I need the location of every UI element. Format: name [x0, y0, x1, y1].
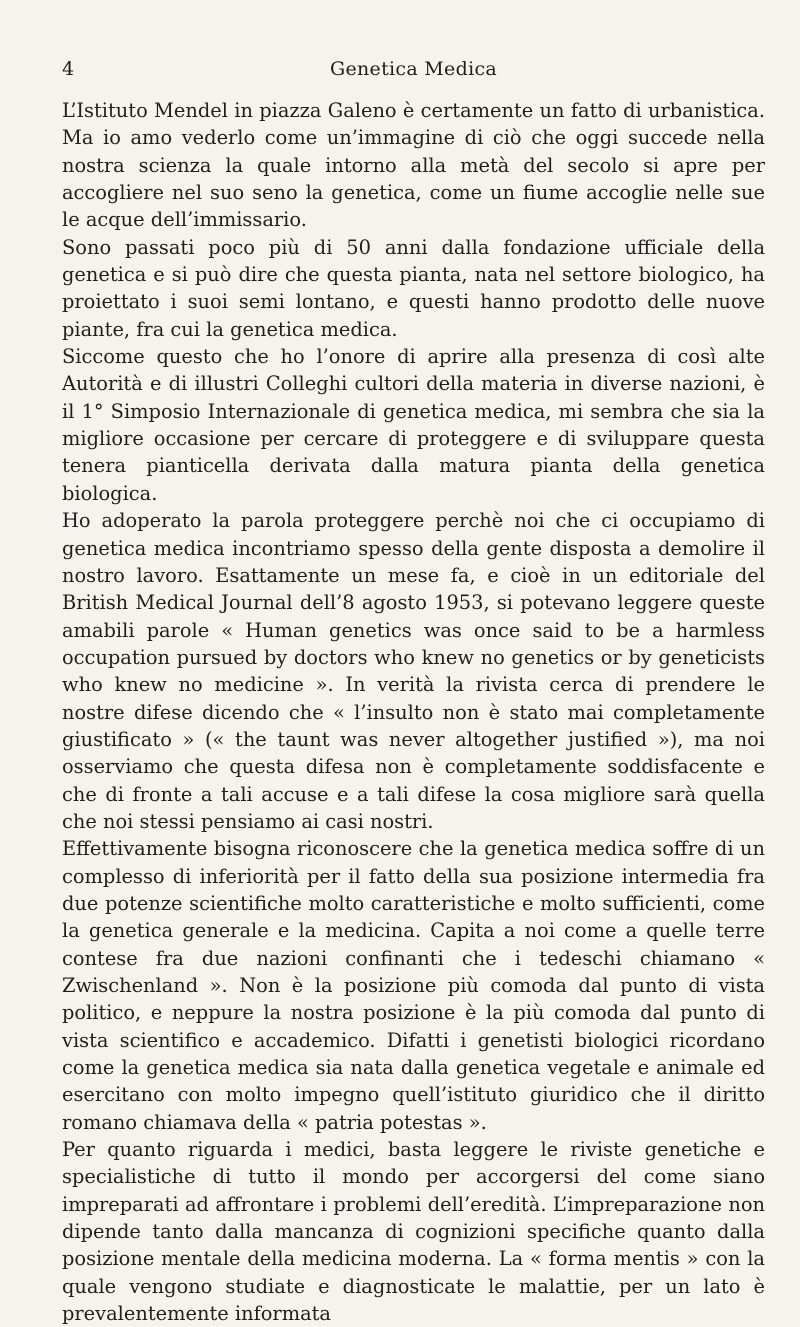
paragraph: L’Istituto Mendel in piazza Galeno è certamente un fatto di urbanistica. Ma io amo vederlo come un’immagine di ciò che oggi succede nella nostra scienza la quale intorno alla metà del secolo si apre per accogliere nel suo seno la genetica, come un fiume accoglie nelle sue le acque dell’immissario. — [62, 99, 765, 232]
paragraph: Effettivamente bisogna riconoscere che la genetica medica soffre di un complesso di inferiorità per il fatto della sua posizione intermedia fra due potenze scientifiche molto caratteristiche e molto sufficienti, come la genetica generale e la medicina. Capita a noi come a quelle terre contese fra due nazioni confinanti che i tedeschi chiamano « Zwischenland ». Non è la posizione più comoda dal punto di vista politico, e neppure la nostra posizione è la più comoda dal punto di vista scientifico e accademico. Difatti i genetisti biologici ricordano come la genetica medica sia nata dalla genetica vegetale e animale ed esercitano con molto impegno quell’istituto giuridico che il diritto romano chiamava della « patria potestas ». — [62, 837, 765, 1134]
body-text — [62, 97, 765, 1327]
paragraph: Ho adoperato la parola proteggere perchè noi che ci occupiamo di genetica medica incontriamo spesso della gente disposta a demolire il nostro lavoro. Esattamente un mese fa, e cioè in un editoriale del British Medical Journal dell’8 agosto 1953, si potevano leggere queste amabili parole « Human genetics was once said to be a harmless occupation pursued by doctors who knew no genetics or by geneticists who knew no medicine ». In verità la rivista cerca di prendere le nostre difese dicendo che « l’insulto non è stato mai completamente giustificato » (« the taunt was never altogether justified »), ma noi osserviamo che questa difesa non è completamente soddisfacente e che di fronte a tali accuse e a tali difese la cosa migliore sarà quella che noi stessi pensiamo ai casi nostri. — [62, 509, 765, 833]
page-number: 4 — [62, 58, 75, 80]
paragraph: Per quanto riguarda i medici, basta leggere le riviste genetiche e specialistiche di tutto il mondo per accorgersi del come siano impreparati ad affrontare i problemi dell’eredità. L’impreparazione non dipende tanto dalla mancanza di cognizioni specifiche quanto dalla posizione mentale della medicina moderna. La « forma mentis » con la quale vengono studiate e diagnosticate le malattie, per un lato è prevalentemente informata — [62, 1138, 765, 1326]
paragraph: Siccome questo che ho l’onore di aprire alla presenza di così alte Autorità e di illustri Colleghi cultori della materia in diverse nazioni, è il 1° Simposio Internazionale di genetica medica, mi sembra che sia la migliore occasione per cercare di proteggere e di sviluppare questa tenera pianticella derivata dalla matura pianta della genetica biologica. — [62, 345, 765, 505]
page-header — [62, 58, 765, 88]
running-title: Genetica Medica — [329, 58, 498, 80]
paragraph: Sono passati poco più di 50 anni dalla fondazione ufficiale della genetica e si può dire che questa pianta, nata nel settore biologico, ha proiettato i suoi semi lontano, e questi hanno prodotto delle nuove piante, fra cui la genetica medica. — [62, 235, 765, 341]
